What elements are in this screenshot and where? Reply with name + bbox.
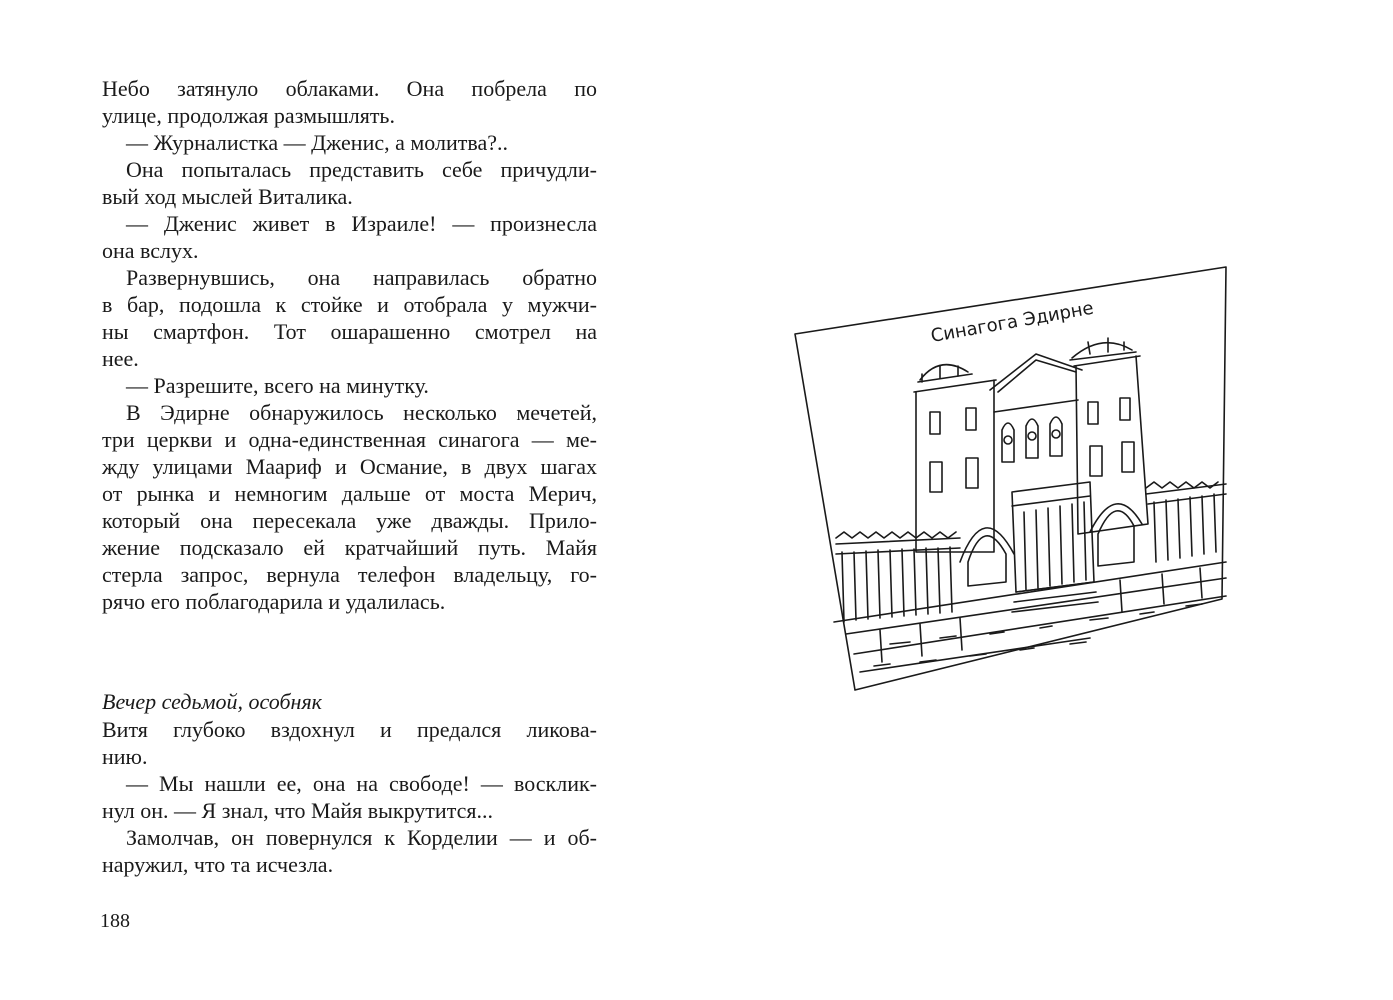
illustration-caption: Синагога Эдирне <box>929 297 1096 347</box>
text-line: Небо затянуло облаками. Она побрела по <box>102 76 597 101</box>
text-line: жду улицами Маариф и Османие, в двух шагах <box>102 454 597 479</box>
text-line: — Дженис живет в Израиле! — произнесла <box>126 211 597 236</box>
text-line: вый ход мыслей Виталика. <box>102 184 353 209</box>
text-line: который она пересекала уже дважды. Прило- <box>102 508 597 533</box>
text-line: от рынка и немногим дальше от моста Мерич, <box>102 481 597 506</box>
text-line: Замолчав, он повернулся к Корделии — и об- <box>126 825 597 850</box>
text-line: Развернувшись, она направилась обратно <box>126 265 597 290</box>
text-line: в бар, подошла к стойке и отобрала у мужчи- <box>102 292 597 317</box>
text-line: Она попыталась представить себе причудли- <box>126 157 597 182</box>
text-line: нее. <box>102 346 139 371</box>
text-line: стерла запрос, вернула телефон владельцу, го- <box>102 562 597 587</box>
text-line: ны смартфон. Тот ошарашенно смотрел на <box>102 319 597 344</box>
text-line: — Разрешите, всего на минутку. <box>126 373 429 398</box>
text-line: — Журналистка — Дженис, а молитва?.. <box>126 130 509 155</box>
text-line: три церкви и одна-единственная синагога — ме- <box>102 427 597 452</box>
text-line: — Мы нашли ее, она на свободе! — восклик- <box>126 771 597 796</box>
synagogue-sketch-icon <box>790 262 1230 702</box>
text-line: жение подсказало ей кратчайший путь. Майя <box>102 535 597 560</box>
section-heading: Вечер седьмой, особняк <box>102 689 322 714</box>
page-number: 188 <box>100 910 130 932</box>
text-line: нул он. — Я знал, что Майя выкрутится... <box>102 798 493 823</box>
text-line: улице, продолжая размышлять. <box>102 103 395 128</box>
text-line: рячо его поблагодарила и удалилась. <box>102 589 446 614</box>
text-line: она вслух. <box>102 238 199 263</box>
text-line: В Эдирне обнаружилось несколько мечетей, <box>126 400 597 425</box>
text-line: наружил, что та исчезла. <box>102 852 334 877</box>
synagogue-illustration <box>790 262 1230 702</box>
text-line: Витя глубоко вздохнул и предался ликова- <box>102 717 597 742</box>
text-line: нию. <box>102 744 148 769</box>
